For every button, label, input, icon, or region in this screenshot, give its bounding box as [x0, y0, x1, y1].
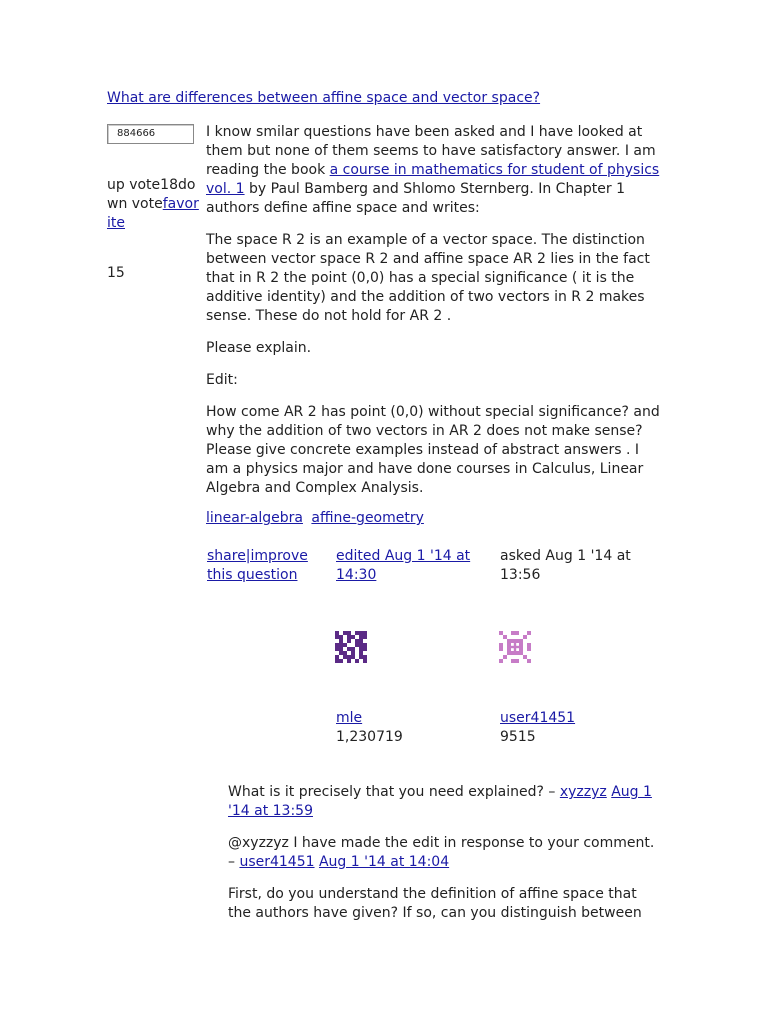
- comment-user-link[interactable]: xyzzyz: [559, 784, 607, 800]
- tag-list: [206, 510, 428, 526]
- editor-card: [336, 709, 481, 747]
- favorite-count: 15: [107, 265, 125, 281]
- body-text: I know smilar questions have been asked and I have looked at them but none of them seems to have satisfactory answer. I am reading the book: [206, 124, 656, 178]
- asked-timestamp: asked Aug 1 '14 at 13:56: [500, 548, 631, 583]
- comment-list: [228, 783, 658, 936]
- comment-text: What is it precisely that you need explained? –: [228, 784, 560, 800]
- share-improve-link[interactable]: share|improve this question: [207, 548, 308, 583]
- comment: [228, 783, 658, 821]
- question-badge: 884666: [107, 124, 194, 144]
- favorite-link[interactable]: favorite: [107, 196, 199, 231]
- comment: [228, 834, 658, 872]
- comment-text: First, do you understand the definition of affine space that the authors have given? If so, can you distinguish between: [228, 886, 642, 921]
- body-paragraph-5: How come AR 2 has point (0,0) without special significance? and why the addition of two vectors in AR 2 does not make sense? Please give concrete examples instead of abstract answers . I am a physics major and have done courses in Calculus, Linear Algebra and Complex Analysis.: [206, 404, 660, 496]
- tag-linear-algebra[interactable]: linear-algebra: [206, 510, 303, 526]
- body-paragraph-3: Please explain.: [206, 340, 312, 356]
- asker-avatar[interactable]: [499, 631, 531, 663]
- editor-reputation: 1,230719: [336, 729, 403, 745]
- asker-reputation: 9515: [500, 729, 536, 745]
- asker-name-link[interactable]: user41451: [500, 710, 576, 726]
- question-body: [206, 123, 661, 511]
- editor-name-link[interactable]: mle: [336, 710, 363, 726]
- comment-time-link[interactable]: Aug 1 '14 at 13:59: [228, 784, 652, 819]
- comment-user-link[interactable]: user41451: [239, 854, 315, 870]
- comment-time-link[interactable]: Aug 1 '14 at 14:04: [318, 854, 450, 870]
- vote-widget: [107, 176, 199, 233]
- edited-link[interactable]: edited Aug 1 '14 at 14:30: [336, 548, 471, 583]
- body-text: by Paul Bamberg and Shlomo Sternberg. In Chapter 1 authors define affine space and writes:: [206, 181, 626, 216]
- asker-card: [500, 709, 650, 747]
- book-link[interactable]: a course in mathematics for student of physics vol. 1: [206, 162, 660, 197]
- question-title-link[interactable]: What are differences between affine space and vector space?: [107, 90, 541, 106]
- body-paragraph-4: Edit:: [206, 372, 238, 388]
- comment-text: @xyzzyz I have made the edit in response to your comment. –: [228, 835, 655, 870]
- editor-avatar[interactable]: [335, 631, 367, 663]
- tag-affine-geometry[interactable]: affine-geometry: [311, 510, 424, 526]
- body-paragraph-1: [206, 123, 661, 218]
- vote-text[interactable]: up vote18down vote: [107, 177, 196, 212]
- comment: [228, 885, 658, 923]
- body-paragraph-2: The space R 2 is an example of a vector space. The distinction between vector space R 2 and affine space AR 2 lies in the fact that in R 2 the point (0,0) has a special significance ( it is the additive identity) and the addition of two vectors in R 2 makes sense. These do not hold for AR 2 .: [206, 232, 650, 324]
